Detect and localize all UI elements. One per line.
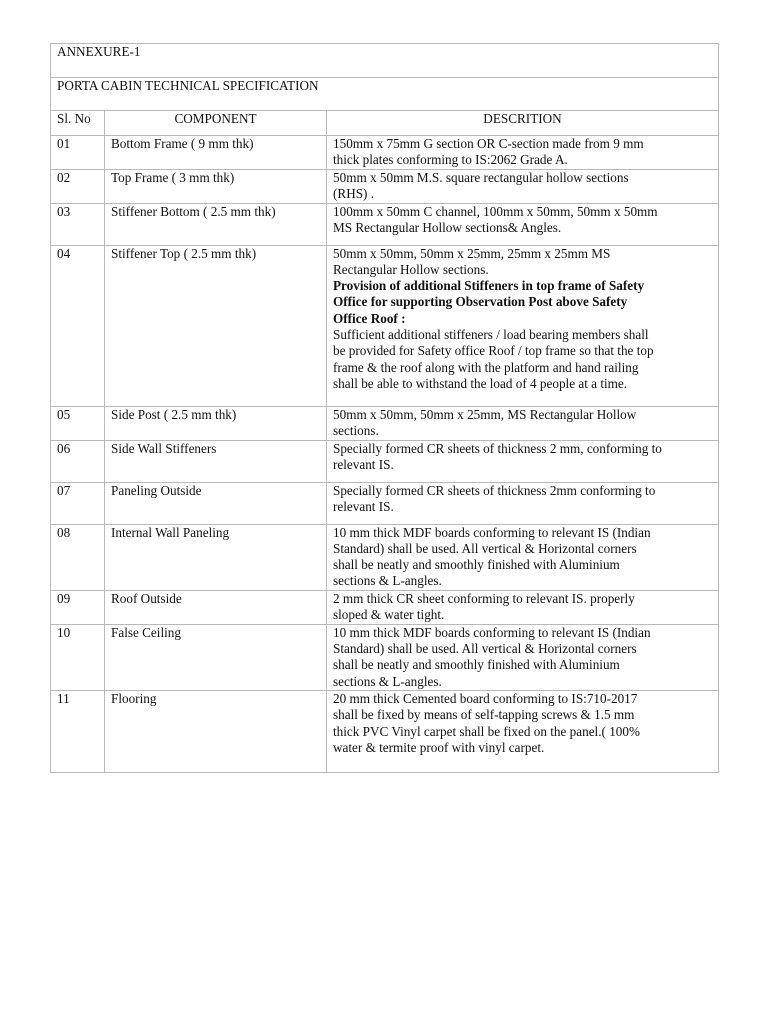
specification-table bbox=[50, 43, 719, 773]
row-description bbox=[327, 440, 719, 482]
description-bold-line: Office Roof : bbox=[333, 310, 406, 326]
row-description bbox=[327, 624, 719, 690]
row-component: Side Post ( 2.5 mm thk) bbox=[105, 406, 327, 440]
description-line: MS Rectangular Hollow sections& Angles. bbox=[333, 219, 562, 235]
table-row bbox=[51, 170, 719, 204]
description-line: be provided for Safety office Roof / top frame so that the top bbox=[333, 343, 654, 359]
description-line: sections & L-angles. bbox=[333, 673, 442, 689]
description-line: shall be able to withstand the load of 4 people at a time. bbox=[333, 375, 628, 391]
description-line: 50mm x 50mm M.S. square rectangular hollow sections bbox=[333, 170, 629, 185]
annexure-title: ANNEXURE-1 bbox=[51, 44, 719, 78]
description-line: thick PVC Vinyl carpet shall be fixed on the panel.( 100% bbox=[333, 723, 640, 739]
description-bold-line: Office for supporting Observation Post above Safety bbox=[333, 294, 628, 310]
row-description bbox=[327, 482, 719, 524]
row-description bbox=[327, 690, 719, 772]
row-component: Roof Outside bbox=[105, 590, 327, 624]
row-component: False Ceiling bbox=[105, 624, 327, 690]
row-component: Flooring bbox=[105, 690, 327, 772]
description-line: 10 mm thick MDF boards conforming to relevant IS (Indian bbox=[333, 624, 651, 640]
row-component: Bottom Frame ( 9 mm thk) bbox=[105, 136, 327, 170]
row-sl-no: 06 bbox=[51, 440, 105, 482]
row-component: Paneling Outside bbox=[105, 482, 327, 524]
row-description bbox=[327, 203, 719, 245]
row-description bbox=[327, 524, 719, 590]
description-line: sloped & water tight. bbox=[333, 607, 445, 623]
row-sl-no: 10 bbox=[51, 624, 105, 690]
row-description bbox=[327, 136, 719, 170]
description-line: 50mm x 50mm, 50mm x 25mm, 25mm x 25mm MS bbox=[333, 245, 611, 261]
row-sl-no: 05 bbox=[51, 406, 105, 440]
header-sl-no: Sl. No bbox=[51, 111, 105, 136]
description-line: (RHS) . bbox=[333, 186, 375, 202]
description-line: 2 mm thick CR sheet conforming to relevant IS. properly bbox=[333, 590, 635, 606]
row-component: Internal Wall Paneling bbox=[105, 524, 327, 590]
row-sl-no: 08 bbox=[51, 524, 105, 590]
description-line: sections. bbox=[333, 422, 379, 438]
table-row bbox=[51, 406, 719, 440]
row-component: Side Wall Stiffeners bbox=[105, 440, 327, 482]
description-line: water & termite proof with vinyl carpet. bbox=[333, 739, 545, 755]
table-row bbox=[51, 590, 719, 624]
row-description bbox=[327, 590, 719, 624]
description-line: Rectangular Hollow sections. bbox=[333, 261, 489, 277]
header-description: DESCRITION bbox=[327, 111, 719, 136]
description-line: sections & L-angles. bbox=[333, 573, 442, 589]
description-line: 100mm x 50mm C channel, 100mm x 50mm, 50mm x 50mm bbox=[333, 203, 658, 219]
row-sl-no: 09 bbox=[51, 590, 105, 624]
table-row bbox=[51, 203, 719, 245]
header-component: COMPONENT bbox=[105, 111, 327, 136]
description-line: Specially formed CR sheets of thickness 2 mm, conforming to bbox=[333, 440, 662, 456]
description-bold-line: Provision of additional Stiffeners in top frame of Safety bbox=[333, 278, 645, 294]
description-line: Standard) shall be used. All vertical & Horizontal corners bbox=[333, 641, 637, 657]
spec-title-row bbox=[51, 78, 719, 111]
row-sl-no: 03 bbox=[51, 203, 105, 245]
description-line: 50mm x 50mm, 50mm x 25mm, MS Rectangular Hollow bbox=[333, 406, 637, 422]
row-description bbox=[327, 170, 719, 204]
description-line: 150mm x 75mm G section OR C-section made from 9 mm bbox=[333, 136, 644, 151]
description-line: 10 mm thick MDF boards conforming to relevant IS (Indian bbox=[333, 524, 651, 540]
description-line: thick plates conforming to IS:2062 Grade A. bbox=[333, 152, 568, 168]
description-line: relevant IS. bbox=[333, 456, 394, 472]
description-line: Standard) shall be used. All vertical & Horizontal corners bbox=[333, 540, 637, 556]
description-line: Sufficient additional stiffeners / load bearing members shall bbox=[333, 327, 649, 343]
annexure-row bbox=[51, 44, 719, 78]
description-line: relevant IS. bbox=[333, 498, 394, 514]
row-sl-no: 07 bbox=[51, 482, 105, 524]
table-row bbox=[51, 690, 719, 772]
table-row bbox=[51, 245, 719, 406]
row-sl-no: 04 bbox=[51, 245, 105, 406]
description-line: Specially formed CR sheets of thickness 2mm conforming to bbox=[333, 482, 656, 498]
description-line: shall be fixed by means of self-tapping screws & 1.5 mm bbox=[333, 707, 635, 723]
row-description bbox=[327, 406, 719, 440]
row-sl-no: 11 bbox=[51, 690, 105, 772]
description-line: shall be neatly and smoothly finished with Aluminium bbox=[333, 557, 620, 573]
table-row bbox=[51, 624, 719, 690]
table-row bbox=[51, 524, 719, 590]
table-row bbox=[51, 440, 719, 482]
description-line: 20 mm thick Cemented board conforming to IS:710-2017 bbox=[333, 690, 638, 706]
spec-title: PORTA CABIN TECHNICAL SPECIFICATION bbox=[51, 78, 719, 111]
row-component: Stiffener Bottom ( 2.5 mm thk) bbox=[105, 203, 327, 245]
description-line: shall be neatly and smoothly finished with Aluminium bbox=[333, 657, 620, 673]
row-sl-no: 01 bbox=[51, 136, 105, 170]
row-sl-no: 02 bbox=[51, 170, 105, 204]
table-row bbox=[51, 482, 719, 524]
row-component: Top Frame ( 3 mm thk) bbox=[105, 170, 327, 204]
description-line: frame & the roof along with the platform and hand railing bbox=[333, 359, 639, 375]
row-component: Stiffener Top ( 2.5 mm thk) bbox=[105, 245, 327, 406]
row-description bbox=[327, 245, 719, 406]
header-row bbox=[51, 111, 719, 136]
table-row bbox=[51, 136, 719, 170]
